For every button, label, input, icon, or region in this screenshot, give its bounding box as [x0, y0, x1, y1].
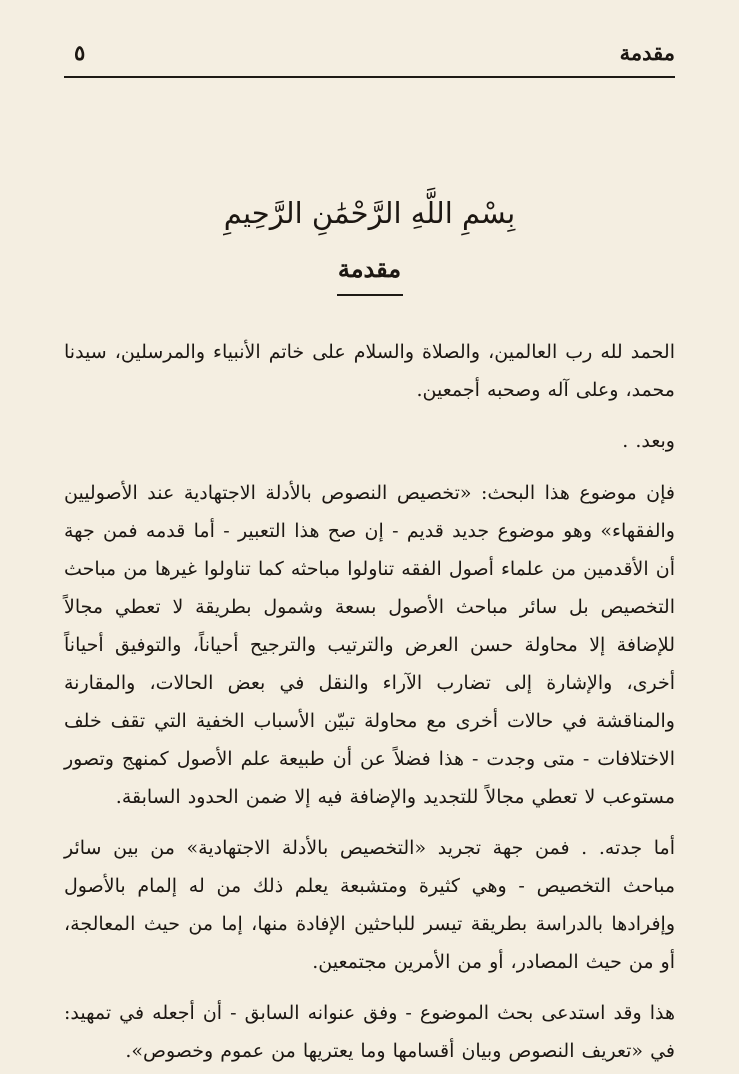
body-text [64, 333, 675, 1070]
basmala: بِسْمِ اللَّهِ الرَّحْمَٰنِ الرَّحِيمِ [223, 196, 516, 230]
paragraph-structure: هذا وقد استدعى بحث الموضوع - وفق عنوانه السابق - أن أجعله في تمهيد: في «تعريف النصوص وبيان أقسامها وما يعتريها من عموم وخصوص». [64, 1001, 675, 1062]
section-title: مقدمة [337, 253, 402, 283]
running-header [64, 0, 675, 78]
header-title: مقدمة [619, 40, 675, 65]
title-underline [337, 294, 403, 296]
page-number: ٥ [74, 40, 86, 65]
paragraph-novelty: أما جدته. . فمن جهة تجريد «التخصيص بالأدلة الاجتهادية» من بين سائر مباحث التخصيص - وهي كثيرة ومتشبعة يعلم ذلك من له إلمام بالأصول وإفرادها بالدراسة بطريقة تيسر للباحثين الإفادة منها، إما من حيث المعالجة، أو من حيث المصادر، أو من الأمرين مجتمعين. [64, 836, 675, 973]
paragraph-transition: وبعد. . [622, 429, 675, 452]
paragraph-opening: الحمد لله رب العالمين، والصلاة والسلام على خاتم الأنبياء والمرسلين، سيدنا محمد، وعلى آله وصحبه أجمعين. [64, 340, 675, 401]
paragraph-topic: فإن موضوع هذا البحث: «تخصيص النصوص بالأدلة الاجتهادية عند الأصوليين والفقهاء» وهو موضوع جديد قديم - إن صح هذا التعبير - أما قدمه فمن جهة أن الأقدمين من علماء أصول الفقه تناولوا مباحثه كما تناولوا غيرها من مباحث التخصيص بل سائر مباحث الأصول بسعة وشمول بطريقة لا تعطي مجالاً للإضافة إلا محاولة حسن العرض والترتيب والترجيح أحياناً، والتوفيق أحياناً أخرى، والإشارة إلى تضارب الآراء والنقل في بعض الحالات، والمقارنة والمناقشة في حالات أخرى مع محاولة تبيّن الأسباب الخفية التي تقف خلف الاختلافات - متى وجدت - هذا فضلاً عن أن طبيعة علم الأصول كمنهج وتصور مستوعب لا تعطي مجالاً للتجديد والإضافة فيه إلا ضمن الحدود السابقة. [64, 481, 675, 808]
